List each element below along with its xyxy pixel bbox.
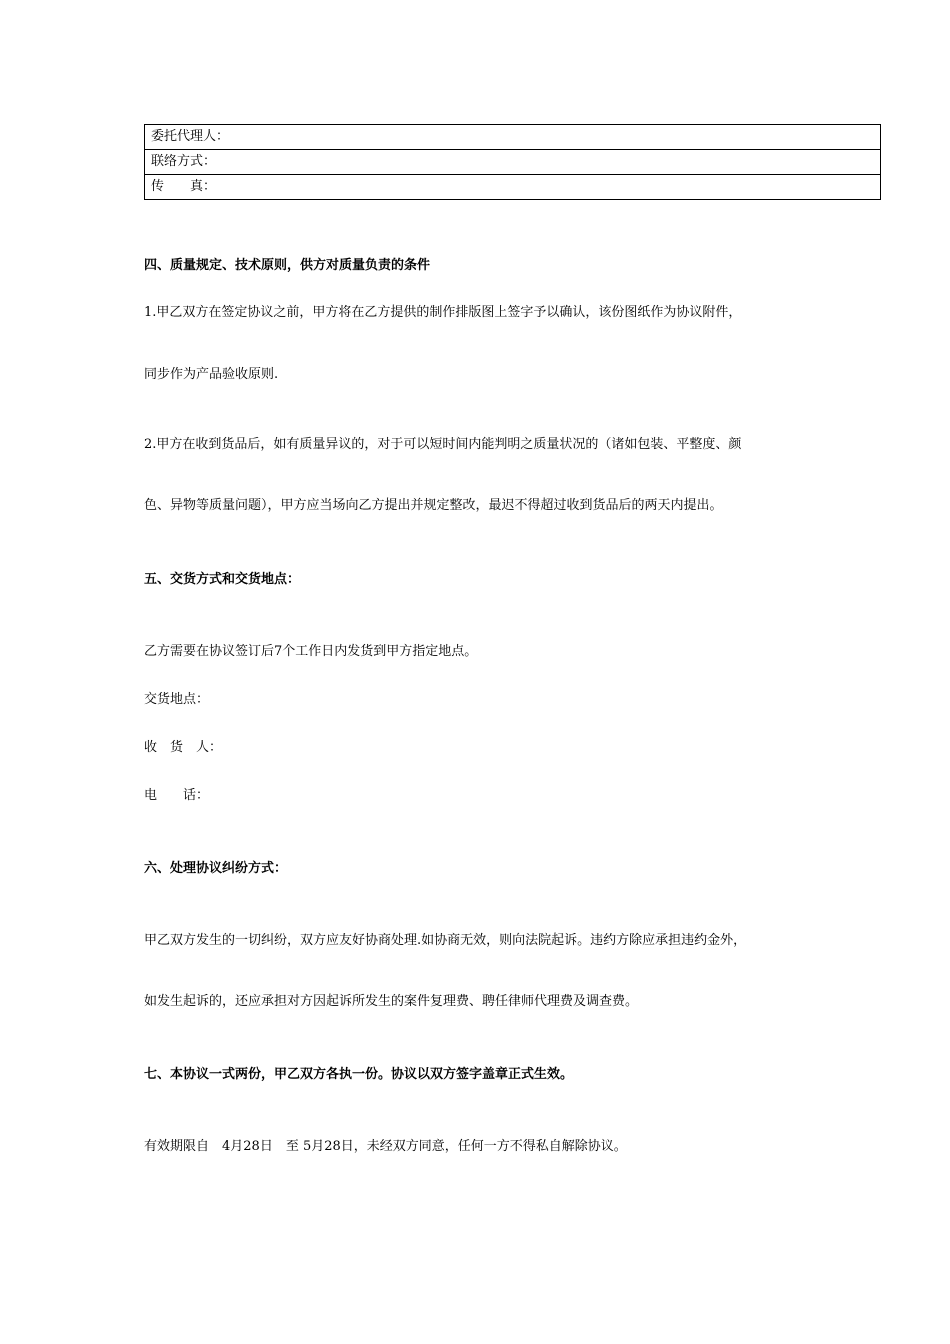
receiver-label: 收 货 人： bbox=[144, 740, 223, 755]
section5-paragraph1: 乙方需要在协议签订后7个工作日内发货到甲方指定地点。 bbox=[144, 644, 478, 659]
phone-label: 电 话： bbox=[144, 788, 210, 803]
table-row bbox=[145, 125, 881, 150]
section6-heading: 六、处理协议纠纷方式： bbox=[144, 861, 288, 876]
fax-cell: 传 真： bbox=[145, 175, 881, 200]
delivery-place-label: 交货地点： bbox=[144, 692, 210, 707]
table-row bbox=[145, 175, 881, 200]
section7-heading: 七、本协议一式两份，甲乙双方各执一份。协议以双方签字盖章正式生效。 bbox=[144, 1067, 574, 1082]
section5-heading: 五、交货方式和交货地点： bbox=[144, 572, 301, 587]
section4-paragraph2-line2: 色、异物等质量问题），甲方应当场向乙方提出并规定整改，最迟不得超过收到货品后的两天内提出。 bbox=[144, 498, 723, 513]
table-row bbox=[145, 150, 881, 175]
section4-paragraph1-line2: 同步作为产品验收原则. bbox=[144, 367, 279, 382]
agent-cell: 委托代理人： bbox=[145, 125, 881, 150]
section4-paragraph2-line1: 2.甲方在收到货品后，如有质量异议的，对于可以短时间内能判明之质量状况的（诸如包装、平整度、颜 bbox=[144, 437, 742, 452]
contact-method-cell: 联络方式： bbox=[145, 150, 881, 175]
contact-table bbox=[144, 124, 881, 200]
section7-paragraph1: 有效期限自 4月28日 至 5月28日，未经双方同意，任何一方不得私自解除协议。 bbox=[144, 1139, 627, 1154]
section6-paragraph1-line1: 甲乙双方发生的一切纠纷，双方应友好协商处理.如协商无效，则向法院起诉。违约方除应承担违约金外， bbox=[144, 933, 747, 948]
section4-paragraph1-line1: 1.甲乙双方在签定协议之前，甲方将在乙方提供的制作排版图上签字予以确认，该份图纸作为协议附件， bbox=[144, 305, 742, 320]
section4-heading: 四、质量规定、技术原则，供方对质量负责的条件 bbox=[144, 258, 431, 273]
section6-paragraph1-line2: 如发生起诉的，还应承担对方因起诉所发生的案件复理费、聘任律师代理费及调查费。 bbox=[144, 994, 639, 1009]
